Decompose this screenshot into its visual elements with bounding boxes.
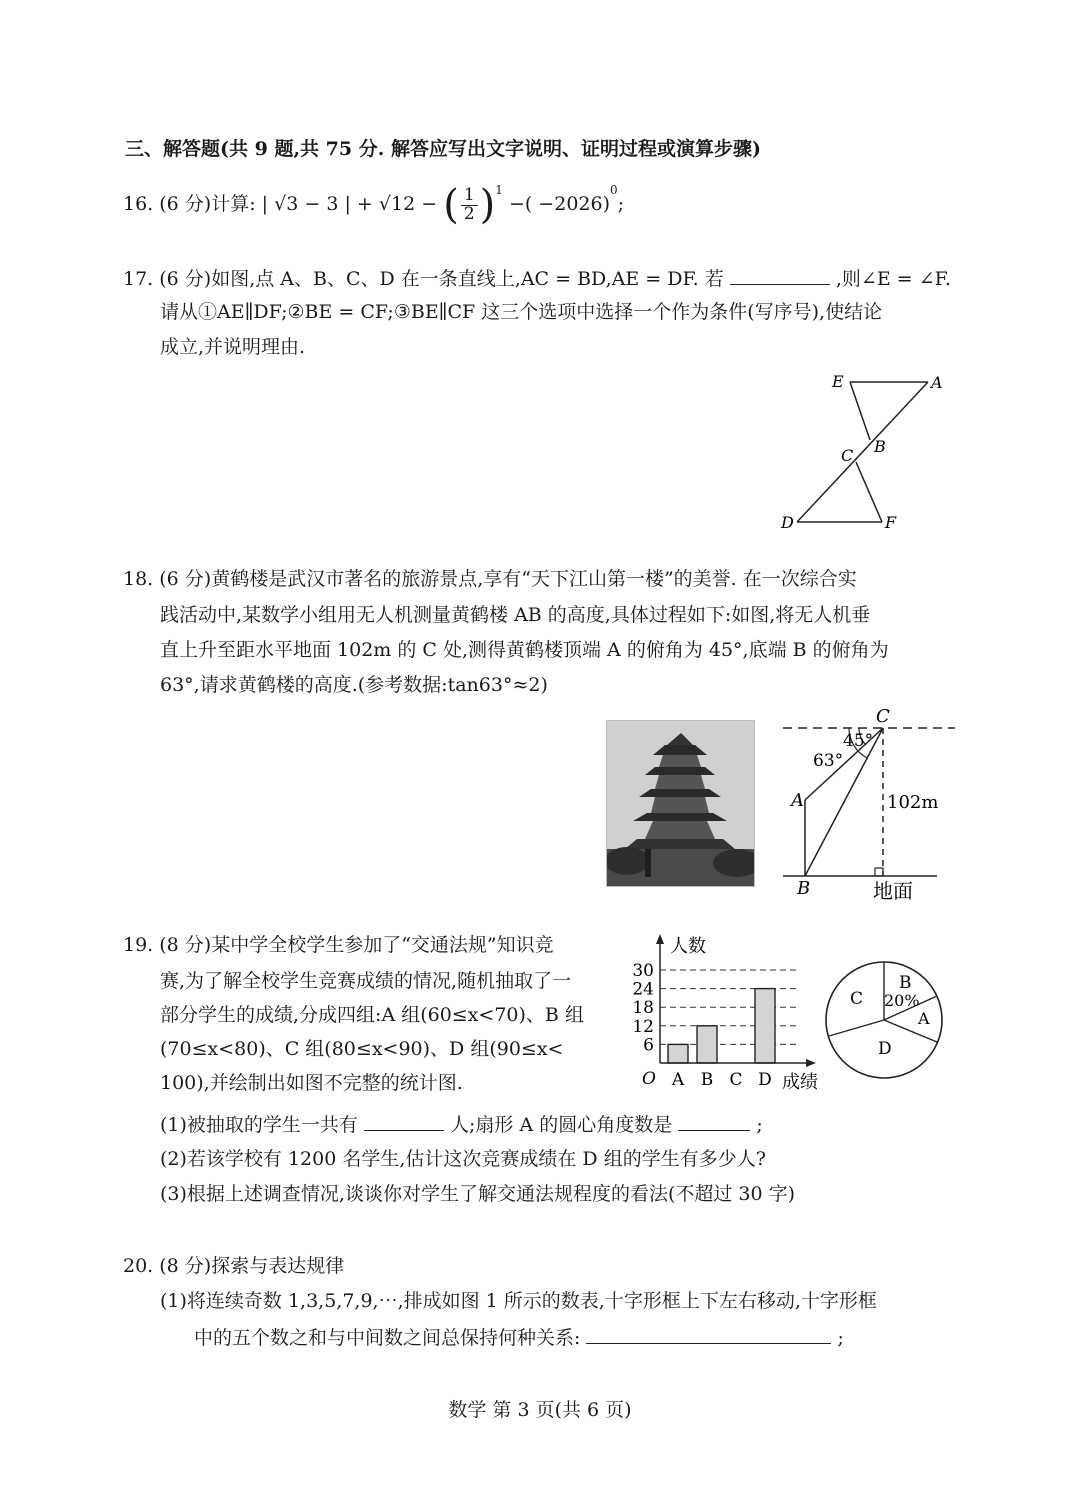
q19-angle-blank[interactable] <box>678 1112 750 1131</box>
label-D: D <box>781 513 794 532</box>
q18-line2: 践活动中,某数学小组用无人机测量黄鹤楼 AB 的高度,具体过程如下:如图,将无人机垂 <box>160 604 871 626</box>
label-A: A <box>931 373 943 392</box>
q19-line4: (70≤x<80)、C 组(80≤x<90)、D 组(90≤x< <box>160 1038 564 1060</box>
q16-tail: −( −2026) <box>508 193 610 215</box>
q19-line5: 100),并绘制出如图不完整的统计图. <box>160 1072 463 1094</box>
pie-label-C: C <box>850 989 864 1009</box>
q17-figure <box>770 368 960 538</box>
q16-sqrt-expr: √12 <box>378 193 416 215</box>
q16-frac-den: 2 <box>463 203 475 224</box>
q17-line1 <box>123 266 951 291</box>
seg-EB <box>850 382 870 440</box>
q16-frac-num: 1 <box>461 187 478 206</box>
q16-abs-expr: √3 − 3 <box>274 193 339 215</box>
q19-line3: 部分学生的成绩,分成四组:A 组(60≤x<70)、B 组 <box>160 1004 584 1026</box>
q20-line3-end: ; <box>837 1327 844 1349</box>
question-16 <box>123 182 625 228</box>
q18-line3: 直上升至距水平地面 102m 的 C 处,测得黄鹤楼顶端 A 的俯角为 45°,底端 B 的俯角为 <box>160 639 889 661</box>
q16-minus: − <box>421 193 438 215</box>
pie-chart <box>822 958 952 1088</box>
label-102m: 102m <box>887 792 939 813</box>
x-tick-label-D: D <box>758 1070 772 1090</box>
pie-label-B: B <box>899 973 912 993</box>
x-tick-label-B: B <box>700 1070 714 1090</box>
x-tick-label-A: A <box>671 1070 685 1090</box>
x-tick-label-C: C <box>729 1070 743 1090</box>
bar-A <box>668 1044 688 1063</box>
label-63: 63° <box>813 751 844 771</box>
q19-sub1-a: (1)被抽取的学生一共有 <box>160 1114 358 1136</box>
x-axis-arrow <box>806 1059 816 1067</box>
q16-fraction <box>461 184 478 224</box>
q17-line3: 成立,并说明理由. <box>160 336 306 358</box>
q19-sub1-b: 人;扇形 A 的圆心角度数是 <box>450 1114 673 1136</box>
q17-answer-blank[interactable] <box>730 266 830 285</box>
label-45: 45° <box>843 731 874 751</box>
gridlines <box>660 970 800 1044</box>
q18-line1: 18. (6 分)黄鹤楼是武汉市著名的旅游景点,享有“天下江山第一楼”的美誉. 在一次综合实 <box>123 568 857 590</box>
x-tick-labels <box>671 1070 772 1090</box>
section-heading: 三、解答题(共 9 题,共 75 分. 解答应写出文字说明、证明过程或演算步骤) <box>125 138 761 160</box>
q19-sub1-c: ; <box>756 1114 763 1136</box>
q17-line2: 请从①AE∥DF;②BE = CF;③BE∥CF 这三个选项中选择一个作为条件(写序号),使结论 <box>160 301 883 323</box>
y-tick-label: 18 <box>632 998 654 1019</box>
q20-answer-blank[interactable] <box>586 1325 831 1344</box>
pie-label-D: D <box>878 1039 892 1059</box>
q19-students-blank[interactable] <box>364 1112 444 1131</box>
label-ground: 地面 <box>873 879 913 903</box>
q20-line1: 20. (8 分)探索与表达规律 <box>123 1255 345 1277</box>
yellow-crane-tower-photo <box>606 720 755 887</box>
q18-figure <box>775 704 975 904</box>
bar-chart <box>630 930 830 1100</box>
y-axis-label: 人数 <box>670 936 706 957</box>
seg-AD <box>797 382 928 522</box>
label-F: F <box>885 513 897 532</box>
label-E: E <box>832 372 844 391</box>
q19-sub2: (2)若该学校有 1200 名学生,估计这次竞赛成绩在 D 组的学生有多少人? <box>160 1148 766 1170</box>
q16-exp1: 1 <box>495 183 503 197</box>
pie-label-B-pct: 20% <box>884 991 920 1010</box>
q17-line1-b: ,则∠E = ∠F. <box>835 268 951 290</box>
page-footer: 数学 第 3 页(共 6 页) <box>448 1399 632 1421</box>
q19-sub3: (3)根据上述调查情况,谈谈你对学生了解交通法规程度的看法(不超过 30 字) <box>160 1183 796 1205</box>
q20-line3-text: 中的五个数之和与中间数之间总保持何种关系: <box>194 1327 581 1349</box>
label-A: A <box>791 790 804 811</box>
y-tick-labels <box>632 961 654 1055</box>
right-angle-mark <box>875 868 883 876</box>
bar-B <box>697 1026 717 1063</box>
q19-sub1 <box>160 1112 763 1137</box>
tower-illustration <box>607 721 754 886</box>
q20-line3 <box>194 1325 844 1350</box>
q19-line2: 赛,为了解全校学生竞赛成绩的情况,随机抽取了一 <box>160 970 572 992</box>
x-axis-label: 成绩 <box>782 1072 818 1093</box>
q16-end: ; <box>617 193 625 215</box>
label-C: C <box>841 446 854 465</box>
pie-label-A: A <box>918 1009 930 1028</box>
q20-line2: (1)将连续奇数 1,3,5,7,9,⋯,排成如图 1 所示的数表,十字形框上下左右移动,十字形框 <box>160 1290 877 1312</box>
q17-line1-a: 17. (6 分)如图,点 A、B、C、D 在一条直线上,AC = BD,AE = DF. 若 <box>123 268 724 290</box>
label-B: B <box>797 878 811 899</box>
q19-line1: 19. (8 分)某中学全校学生参加了“交通法规”知识竞 <box>123 934 554 956</box>
label-B: B <box>874 437 886 456</box>
paren-right: ) <box>479 182 496 228</box>
y-tick-label: 6 <box>643 1035 654 1056</box>
y-tick-label: 12 <box>632 1016 654 1037</box>
abs-bar-left: | <box>261 193 269 215</box>
q18-line4: 63°,请求黄鹤楼的高度.(参考数据:tan63°≈2) <box>160 674 548 696</box>
label-C: C <box>876 706 890 727</box>
origin-label: O <box>642 1069 656 1089</box>
y-axis-arrow <box>656 934 664 944</box>
q16-exp0: 0 <box>610 183 618 197</box>
y-tick-label: 24 <box>632 979 654 1000</box>
y-tick-label: 30 <box>632 961 654 981</box>
q16-label: 16. (6 分)计算: <box>123 193 256 215</box>
paren-left: ( <box>443 182 459 228</box>
abs-bar-right: | <box>344 193 351 215</box>
seg-FC <box>856 462 882 522</box>
q16-plus: + <box>356 193 373 215</box>
bar-D <box>755 989 775 1063</box>
